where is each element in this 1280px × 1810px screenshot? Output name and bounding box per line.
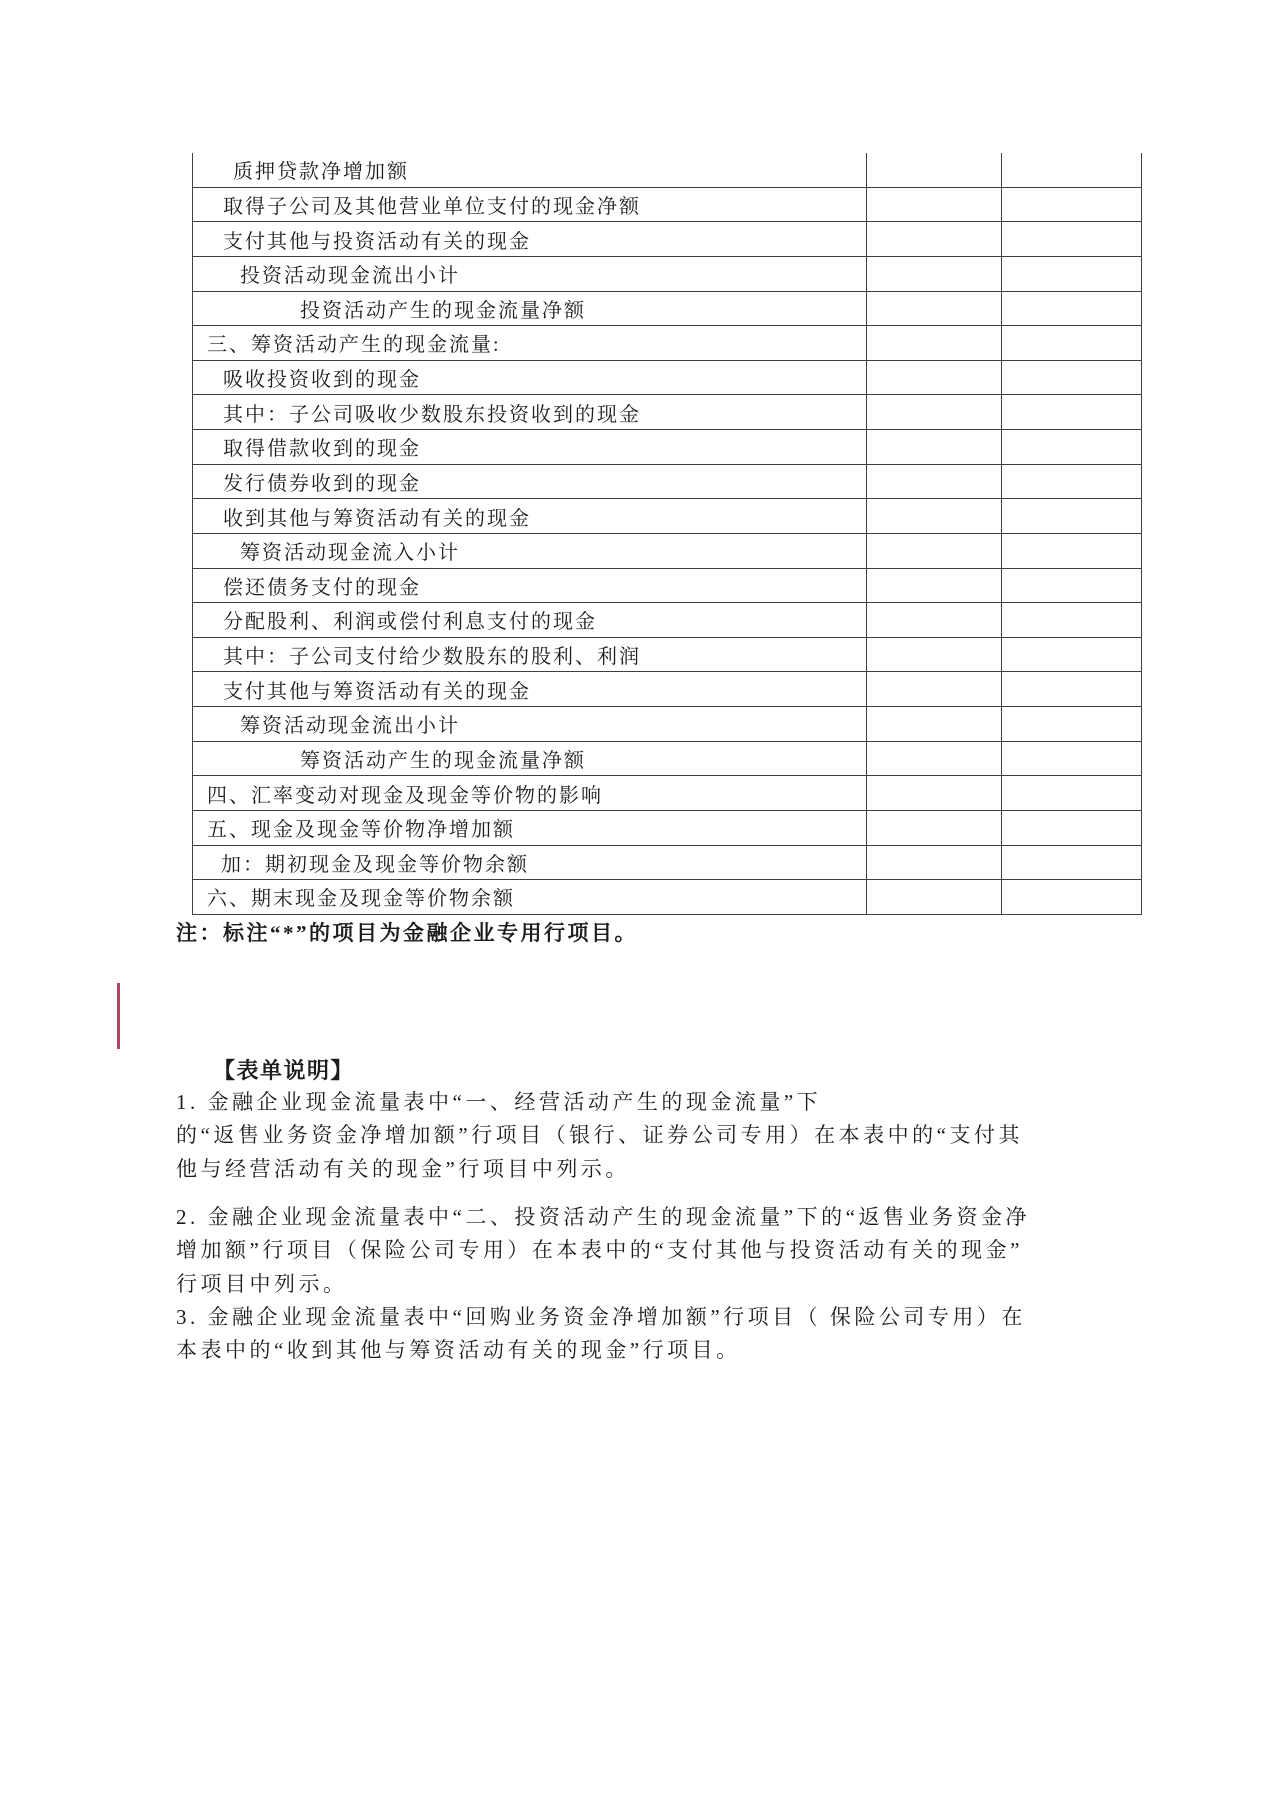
value-cell xyxy=(867,292,1002,326)
paragraph-line: 1. 金融企业现金流量表中“一、经营活动产生的现金流量”下 xyxy=(176,1090,822,1114)
value-cell xyxy=(1002,742,1141,776)
value-cell xyxy=(1002,569,1141,603)
value-cell xyxy=(1002,326,1141,360)
table-row xyxy=(193,638,1141,673)
value-cell xyxy=(1002,188,1141,222)
table-row xyxy=(193,569,1141,604)
row-label: 支付其他与投资活动有关的现金 xyxy=(193,222,867,256)
paragraph-line: 行项目中列示。 xyxy=(176,1271,348,1296)
row-label: 收到其他与筹资活动有关的现金 xyxy=(193,499,867,533)
row-label: 吸收投资收到的现金 xyxy=(193,361,867,395)
row-label: 投资活动现金流出小计 xyxy=(193,257,867,291)
table-row xyxy=(193,465,1141,500)
table-row xyxy=(193,672,1141,707)
value-cell xyxy=(867,534,1002,568)
value-cell xyxy=(867,880,1002,914)
value-cell xyxy=(1002,257,1141,291)
value-cell xyxy=(867,257,1002,291)
row-label: 偿还债务支付的现金 xyxy=(193,569,867,603)
instructions-body xyxy=(176,1086,1126,1368)
value-cell xyxy=(1002,811,1141,845)
value-cell xyxy=(1002,499,1141,533)
revision-change-bar xyxy=(117,983,120,1049)
value-cell xyxy=(867,361,1002,395)
value-cell xyxy=(1002,880,1141,914)
value-cell xyxy=(867,153,1002,187)
value-cell xyxy=(1002,846,1141,880)
value-cell xyxy=(1002,395,1141,429)
value-cell xyxy=(867,326,1002,360)
instruction-paragraph xyxy=(176,1301,1126,1368)
value-cell xyxy=(867,395,1002,429)
value-cell xyxy=(1002,672,1141,706)
value-cell xyxy=(867,846,1002,880)
table-row xyxy=(193,361,1141,396)
value-cell xyxy=(867,569,1002,603)
table-row xyxy=(193,188,1141,223)
value-cell xyxy=(1002,465,1141,499)
value-cell xyxy=(1002,534,1141,568)
value-cell xyxy=(1002,707,1141,741)
row-label: 取得借款收到的现金 xyxy=(193,430,867,464)
table-row xyxy=(193,499,1141,534)
instructions-heading: 【表单说明】 xyxy=(213,1058,355,1083)
paragraph-line: 的“返售业务资金净增加额”行项目（银行、证券公司专用）在本表中的“支付其 xyxy=(176,1123,1023,1148)
row-label: 支付其他与筹资活动有关的现金 xyxy=(193,672,867,706)
row-label: 六、期末现金及现金等价物余额 xyxy=(193,880,867,914)
row-label: 筹资活动现金流出小计 xyxy=(193,707,867,741)
value-cell xyxy=(1002,603,1141,637)
value-cell xyxy=(867,465,1002,499)
table-row xyxy=(193,395,1141,430)
table-row xyxy=(193,776,1141,811)
table-row xyxy=(193,880,1141,915)
table-row xyxy=(193,153,1141,188)
value-cell xyxy=(867,672,1002,706)
table-row xyxy=(193,326,1141,361)
table-row xyxy=(193,846,1141,881)
value-cell xyxy=(867,430,1002,464)
table-row xyxy=(193,430,1141,465)
table-row xyxy=(193,257,1141,292)
value-cell xyxy=(1002,292,1141,326)
value-cell xyxy=(1002,776,1141,810)
table-row xyxy=(193,811,1141,846)
row-label: 分配股利、利润或偿付利息支付的现金 xyxy=(193,603,867,637)
value-cell xyxy=(867,188,1002,222)
row-label: 四、汇率变动对现金及现金等价物的影响 xyxy=(193,776,867,810)
paragraph-line: 本表中的“收到其他与筹资活动有关的现金”行项目。 xyxy=(176,1338,741,1363)
table-row xyxy=(193,292,1141,327)
table-row xyxy=(193,603,1141,638)
row-label: 投资活动产生的现金流量净额 xyxy=(193,292,867,326)
paragraph-line: 增加额”行项目（保险公司专用）在本表中的“支付其他与投资活动有关的现金” xyxy=(176,1238,1023,1263)
row-label: 筹资活动现金流入小计 xyxy=(193,534,867,568)
row-label: 其中：子公司吸收少数股东投资收到的现金 xyxy=(193,395,867,429)
row-label: 三、筹资活动产生的现金流量: xyxy=(193,326,867,360)
row-label: 筹资活动产生的现金流量净额 xyxy=(193,742,867,776)
row-label: 五、现金及现金等价物净增加额 xyxy=(193,811,867,845)
value-cell xyxy=(867,222,1002,256)
value-cell xyxy=(867,707,1002,741)
table-row xyxy=(193,222,1141,257)
value-cell xyxy=(1002,361,1141,395)
value-cell xyxy=(1002,430,1141,464)
value-cell xyxy=(1002,153,1141,187)
row-label: 其中：子公司支付给少数股东的股利、利润 xyxy=(193,638,867,672)
value-cell xyxy=(867,499,1002,533)
value-cell xyxy=(867,776,1002,810)
value-cell xyxy=(1002,222,1141,256)
row-label: 发行债券收到的现金 xyxy=(193,465,867,499)
paragraph-line: 2. 金融企业现金流量表中“二、投资活动产生的现金流量”下的“返售业务资金净 xyxy=(176,1204,1030,1229)
footnote: 注：标注“*”的项目为金融企业专用行项目。 xyxy=(176,921,638,945)
paragraph-line: 他与经营活动有关的现金”行项目中列示。 xyxy=(176,1156,630,1181)
paragraph-line: 3. 金融企业现金流量表中“回购业务资金净增加额”行项目（ 保险公司专用）在 xyxy=(176,1304,1026,1329)
value-cell xyxy=(867,811,1002,845)
table-row xyxy=(193,707,1141,742)
value-cell xyxy=(867,638,1002,672)
value-cell xyxy=(867,742,1002,776)
row-label: 取得子公司及其他营业单位支付的现金净额 xyxy=(193,188,867,222)
value-cell xyxy=(867,603,1002,637)
table-row xyxy=(193,742,1141,777)
row-label: 质押贷款净增加额 xyxy=(193,153,867,187)
table-row xyxy=(193,534,1141,569)
instruction-paragraph xyxy=(176,1086,1126,1186)
value-cell xyxy=(1002,638,1141,672)
cash-flow-table xyxy=(192,153,1142,915)
row-label: 加：期初现金及现金等价物余额 xyxy=(193,846,867,880)
instruction-paragraph xyxy=(176,1201,1126,1301)
